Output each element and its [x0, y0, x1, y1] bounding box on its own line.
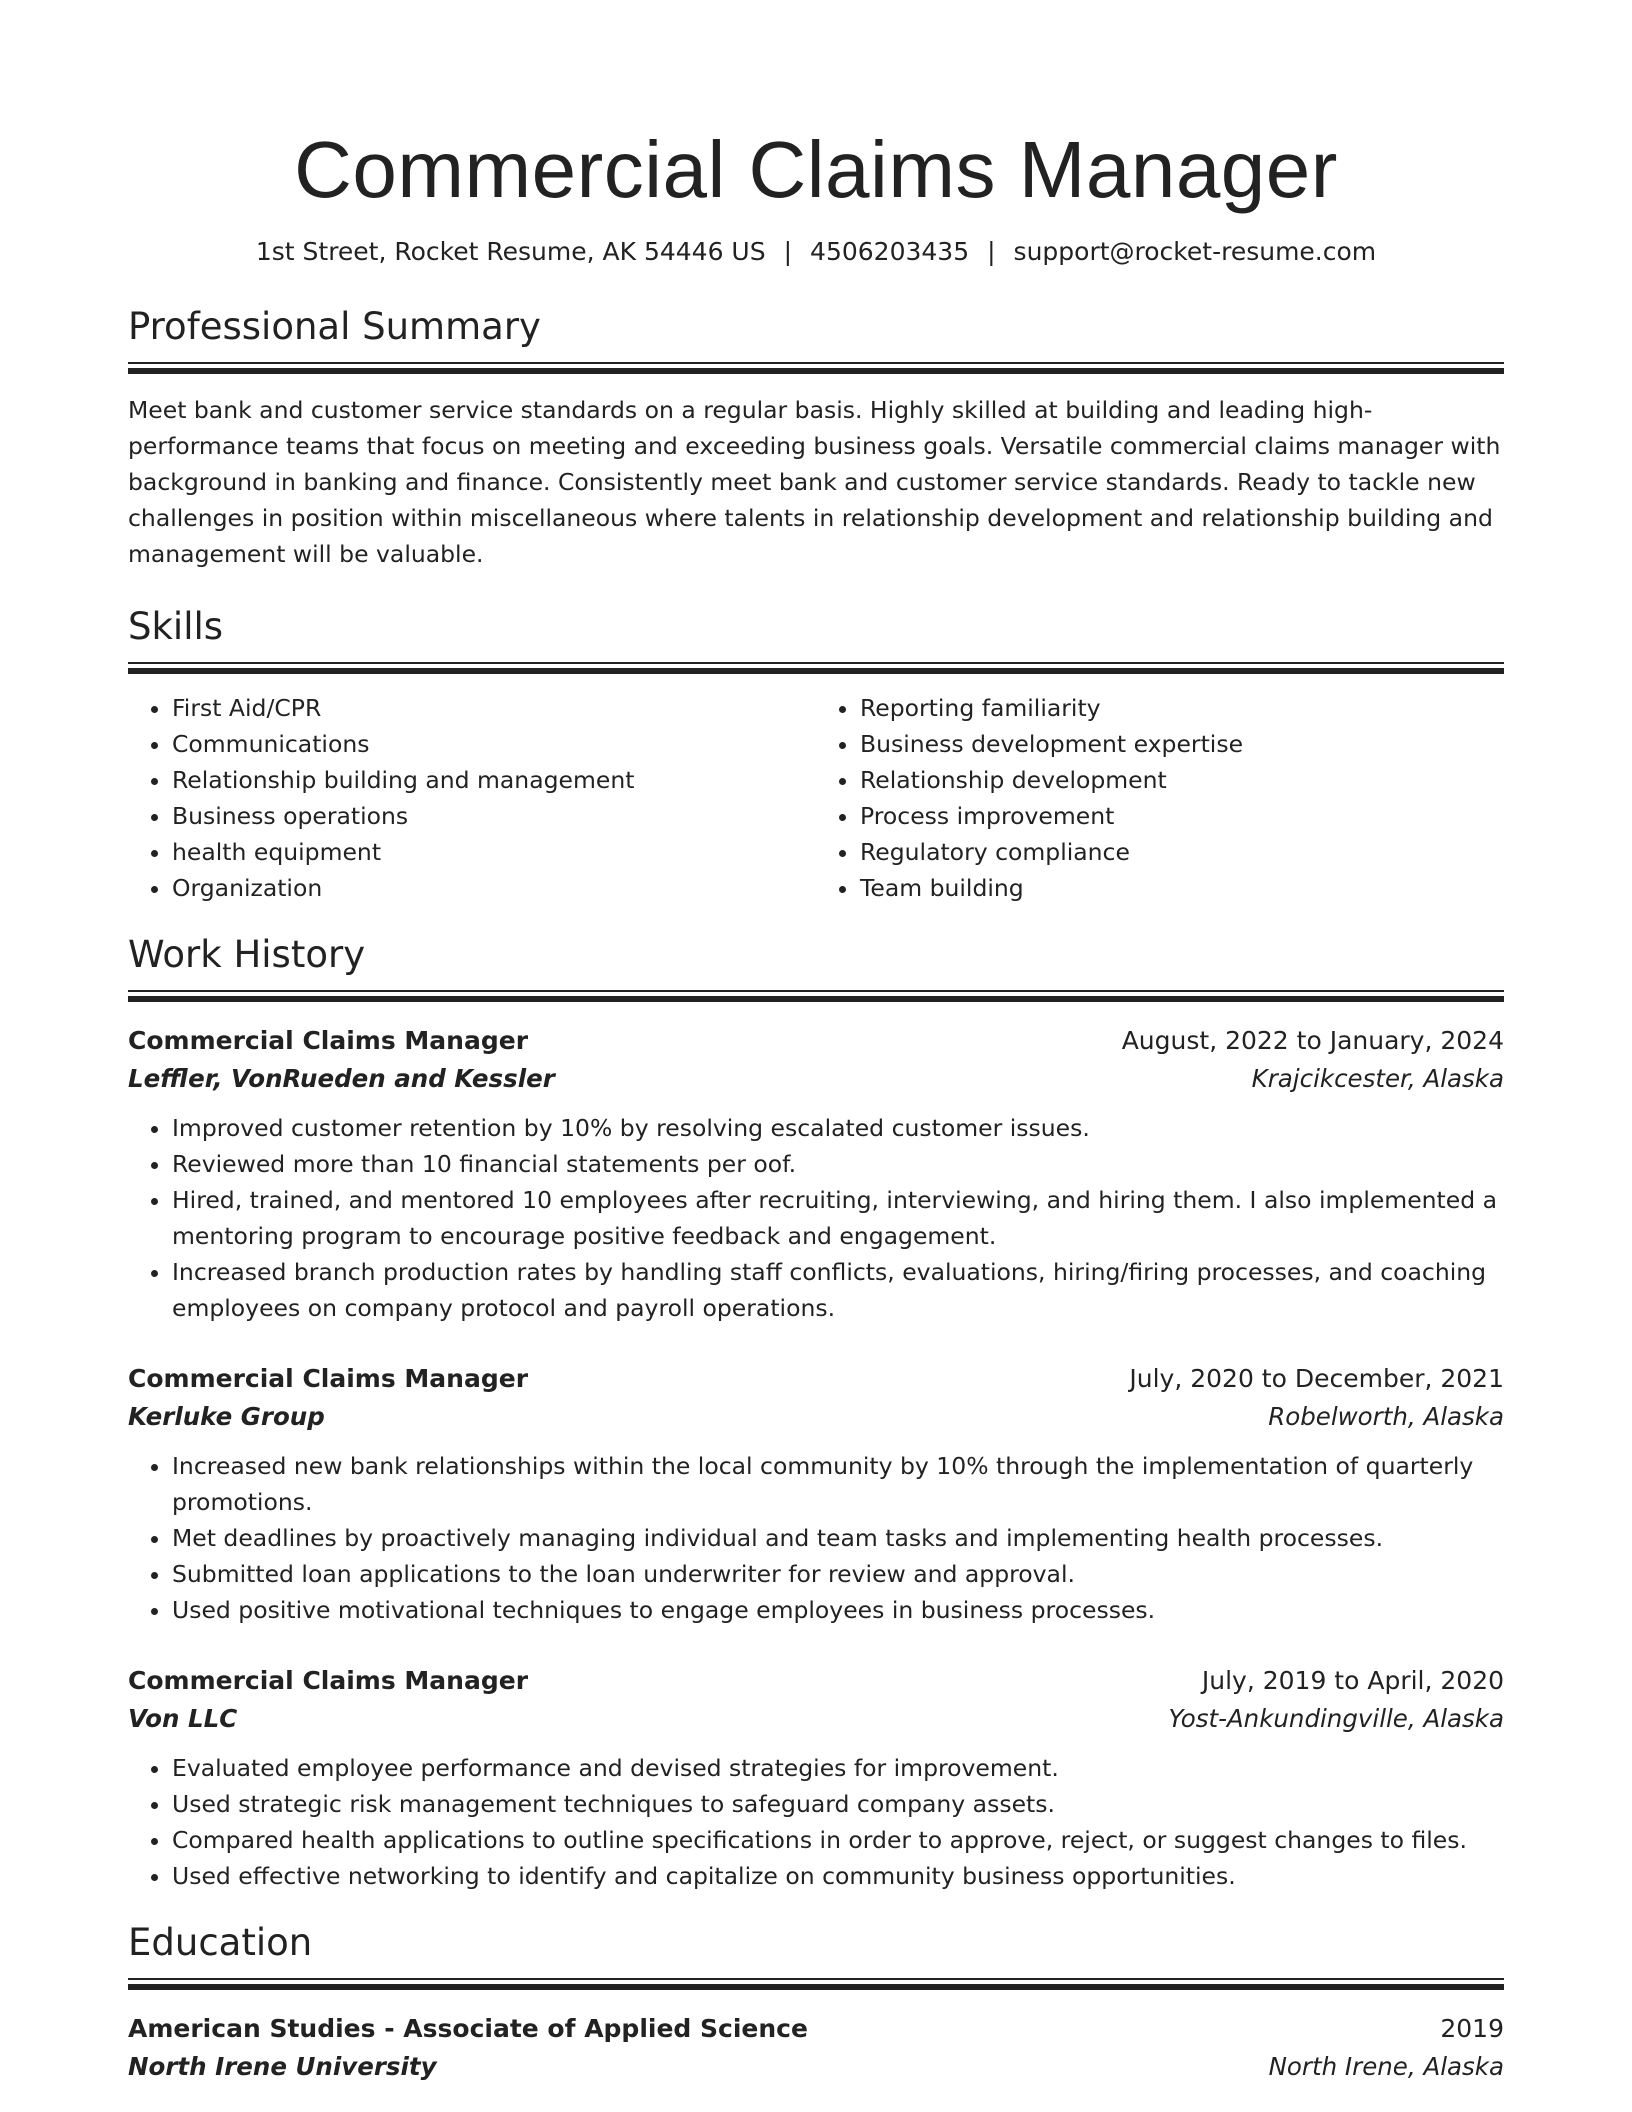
job-header-row — [128, 1022, 1504, 1060]
job-bullets — [128, 1110, 1504, 1326]
contact-phone: 4506203435 — [810, 237, 970, 266]
job-header-row — [128, 1662, 1504, 1700]
skill-item: • Regulatory compliance — [860, 834, 1504, 870]
job-bullet: • Increased new bank relationships within the local community by 10% through the implementation of quarterly promotions. — [172, 1448, 1504, 1520]
section-title-work-history: Work History — [128, 933, 366, 976]
education-header-row — [128, 2010, 1504, 2048]
section-divider — [128, 990, 1504, 1002]
skill-item: • Business operations — [172, 798, 816, 834]
job-dates: July, 2019 to April, 2020 — [1201, 1666, 1504, 1695]
resume-name: Commercial Claims Manager — [294, 125, 1338, 214]
skill-item: • Process improvement — [860, 798, 1504, 834]
job-company: Leffler, VonRueden and Kessler — [128, 1064, 555, 1093]
job-company-row — [128, 1060, 1504, 1098]
education-entry — [128, 2010, 1504, 2086]
job-bullet: • Met deadlines by proactively managing individual and team tasks and implementing health processes. — [172, 1520, 1504, 1556]
skill-item: • Relationship building and management — [172, 762, 816, 798]
job-entry — [128, 1662, 1504, 1894]
skill-item: • First Aid/CPR — [172, 690, 816, 726]
skills-list-left — [128, 690, 816, 906]
job-bullet: • Compared health applications to outline specifications in order to approve, reject, or suggest changes to files. — [172, 1822, 1504, 1858]
job-bullets — [128, 1448, 1504, 1628]
section-divider — [128, 1978, 1504, 1990]
job-bullet: • Used positive motivational techniques to engage employees in business processes. — [172, 1592, 1504, 1628]
skill-item: • Organization — [172, 870, 816, 906]
contact-address: 1st Street, Rocket Resume, AK 54446 US — [255, 237, 766, 266]
education-location: North Irene, Alaska — [1268, 2052, 1504, 2081]
education-year: 2019 — [1440, 2014, 1504, 2043]
job-entry — [128, 1022, 1504, 1326]
skill-item: • health equipment — [172, 834, 816, 870]
job-dates: August, 2022 to January, 2024 — [1121, 1026, 1504, 1055]
job-company-row — [128, 1398, 1504, 1436]
skills-columns — [128, 690, 1504, 906]
job-company: Von LLC — [128, 1704, 238, 1733]
job-location: Robelworth, Alaska — [1268, 1402, 1504, 1431]
education-school-row — [128, 2048, 1504, 2086]
education-school: North Irene University — [128, 2052, 437, 2081]
job-bullets — [128, 1750, 1504, 1894]
summary-text: Meet bank and customer service standards on a regular basis. Highly skilled at building and leading high-performance teams that focus on meeting and exceeding business goals. Versatile commercial claims manager with background in banking and finance. Consistently meet bank and customer service standards. Ready to tackle new challenges in position within miscellaneous where talents in relationship development and relationship building and management will be valuable. — [128, 396, 1501, 568]
education-degree: American Studies - Associate of Applied Science — [128, 2014, 808, 2043]
job-title: Commercial Claims Manager — [128, 1026, 529, 1055]
job-bullet: • Used effective networking to identify and capitalize on community business opportunities. — [172, 1858, 1504, 1894]
summary-section — [128, 304, 1504, 572]
education-section — [128, 1920, 1504, 2086]
job-bullet: • Hired, trained, and mentored 10 employees after recruiting, interviewing, and hiring them. I also implemented a mentoring program to encourage positive feedback and engagement. — [172, 1182, 1504, 1254]
job-company: Kerluke Group — [128, 1402, 325, 1431]
section-divider — [128, 362, 1504, 374]
section-title-education: Education — [128, 1921, 313, 1964]
skill-item: • Business development expertise — [860, 726, 1504, 762]
skills-section — [128, 604, 1504, 906]
section-divider — [128, 662, 1504, 674]
section-title-skills: Skills — [128, 605, 224, 648]
contact-separator: | — [987, 237, 996, 266]
job-dates: July, 2020 to December, 2021 — [1129, 1364, 1504, 1393]
job-location: Yost-Ankundingville, Alaska — [1168, 1704, 1504, 1733]
job-bullet: • Reviewed more than 10 financial statements per oof. — [172, 1146, 1504, 1182]
job-location: Krajcikcester, Alaska — [1251, 1064, 1504, 1093]
section-title-summary: Professional Summary — [128, 305, 541, 348]
job-entry — [128, 1360, 1504, 1628]
skill-item: • Team building — [860, 870, 1504, 906]
skill-item: • Reporting familiarity — [860, 690, 1504, 726]
contact-line — [128, 236, 1504, 268]
job-bullet: • Increased branch production rates by handling staff conflicts, evaluations, hiring/firing processes, and coaching employees on company protocol and payroll operations. — [172, 1254, 1504, 1326]
skill-item: • Communications — [172, 726, 816, 762]
skills-list-right — [816, 690, 1504, 906]
job-bullet: • Used strategic risk management techniques to safeguard company assets. — [172, 1786, 1504, 1822]
contact-email: support@rocket-resume.com — [1013, 237, 1377, 266]
job-title: Commercial Claims Manager — [128, 1364, 529, 1393]
job-bullet: • Submitted loan applications to the loan underwriter for review and approval. — [172, 1556, 1504, 1592]
contact-separator: | — [783, 237, 793, 266]
job-header-row — [128, 1360, 1504, 1398]
job-bullet: • Improved customer retention by 10% by resolving escalated customer issues. — [172, 1110, 1504, 1146]
work-history-section — [128, 932, 1504, 1894]
skill-item: • Relationship development — [860, 762, 1504, 798]
job-title: Commercial Claims Manager — [128, 1666, 529, 1695]
job-company-row — [128, 1700, 1504, 1738]
job-bullet: • Evaluated employee performance and devised strategies for improvement. — [172, 1750, 1504, 1786]
